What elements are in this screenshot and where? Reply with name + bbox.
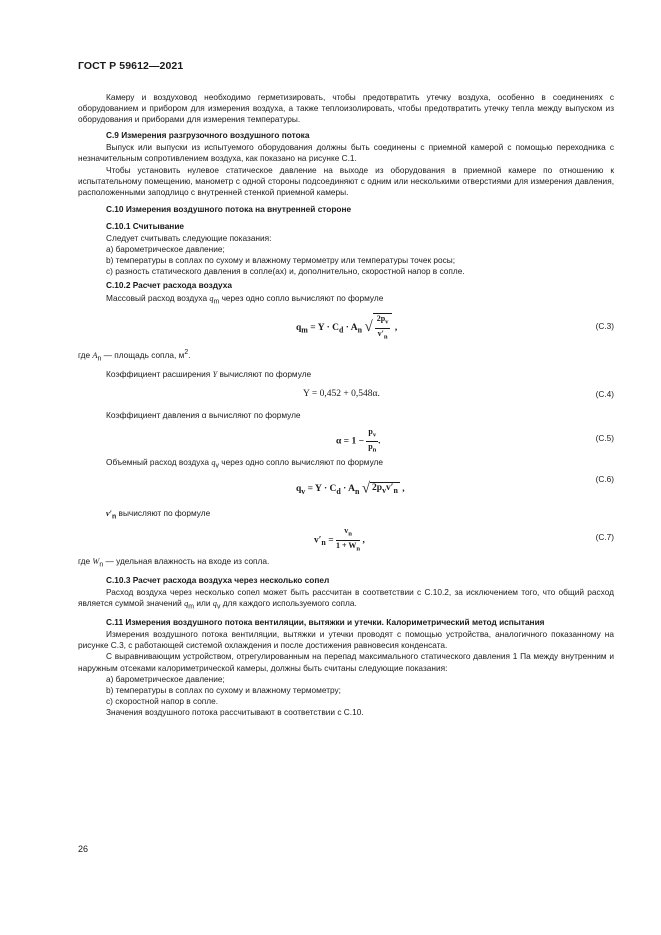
paragraph-ventilation: Измерения воздушного потока вентиляции, вытяжки и утечки проводят с помощью устройства, аналогичного показанному на рисунке С.3, с работающей системой охлаждения и после достижения равновесия конденсата.	[78, 629, 614, 651]
formula-c4-expression: Y = 0,452 + 0,548α.	[303, 388, 380, 399]
paragraph-multiple-nozzles: Расход воздуха через несколько сопел может быть рассчитан в соответствии с С.10.2, за исключением того, что общий расход является суммой значений $q_m$ или $q_v$ для каждого используемого сопла.	[78, 587, 614, 612]
paragraph-pressure-coef: Коэффициент давления α вычисляют по формуле	[106, 409, 301, 420]
formula-c7-number: (С.7)	[595, 532, 614, 543]
formula-c3-number: (С.3)	[595, 321, 614, 332]
paragraph-volume-flow: Объемный расход воздуха $q_v$ через одно сопло вычисляют по формуле	[106, 456, 383, 470]
sqrt-icon: √	[364, 319, 373, 336]
section-c10-heading: С.10 Измерения воздушного потока на внутренней стороне	[106, 203, 352, 214]
paragraph-equalizer: С выравнивающим устройством, отрегулированным на перепад максимального статического давления 1 Па между внутренним и наружным отсеками калориметрической камеры, должны быть считаны следующие показания:	[78, 651, 614, 673]
formula-c3	[78, 307, 614, 347]
formula-c3-expression: $q_m = Y \cdot C_d \cdot A_n$ √ $\frac{2p_v}{v'_n}$ ,	[296, 314, 398, 341]
list-item-pressure-diff: c) разность статического давления в сопле(ах) и, дополнительно, скоростной напор в сопле.	[106, 266, 465, 277]
document-code: ГОСТ Р 59612—2021	[78, 60, 184, 72]
formula-c5	[78, 421, 614, 457]
paragraph-readings-intro: Следует считывать следующие показания:	[106, 233, 272, 244]
formula-c4-number: (С.4)	[595, 388, 614, 399]
list-item-barometric: a) барометрическое давление;	[106, 244, 225, 255]
list-item-barometric-2: a) барометрическое давление;	[106, 673, 225, 684]
section-c9-heading: С.9 Измерения разгрузочного воздушного потока	[106, 130, 310, 141]
formula-c5-expression: α = 1 − $\frac{p_v}{p_n}$ .	[336, 426, 381, 454]
list-item-velocity-head: c) скоростной напор в сопле.	[106, 695, 219, 706]
formula-c7	[78, 522, 614, 556]
paragraph-expansion-coef: Коэффициент расширения Y вычисляют по формуле	[106, 368, 312, 379]
sqrt-icon: √	[361, 480, 371, 497]
section-c10-1-heading: С.10.1 Считывание	[106, 220, 185, 231]
paragraph-outlet: Выпуск или выпуски из испытуемого оборудования должны быть соединены с приемной камерой с помощью переходника с незначительным сопротивлением воздуха, как показано на рисунке С.1.	[78, 142, 614, 164]
formula-c4	[78, 380, 614, 410]
paragraph-mass-flow: Массовый расход воздуха $q_m$ через одно сопло вычисляют по формуле	[106, 292, 384, 306]
formula-c7-expression: $v'_n$ = $\frac{v_n}{1 + W_n}$ ,	[314, 526, 365, 553]
paragraph-static-pressure: Чтобы установить нулевое статическое давление на выходе из оборудования в приемной камере по отношению к испытательному помещению, манометр с одной стороны подсоединяют с одним или несколькими отверстиями для измерения давления, расположенными заподлицо с внутренней стенкой приемной камеры.	[78, 164, 614, 197]
section-c10-3-heading: С.10.3 Расчет расхода воздуха через несколько сопел	[106, 575, 330, 586]
formula-c6	[78, 472, 614, 508]
paragraph-where-an: где $A_n$ — площадь сопла, $м^2$.	[78, 349, 191, 363]
formula-c5-number: (С.5)	[595, 432, 614, 443]
list-item-temperatures-2: b) температуры в соплах по сухому и влажному термометру;	[106, 684, 341, 695]
list-item-temperatures: b) температуры в соплах по сухому и влажному термометру или температуры точек росы;	[106, 255, 456, 266]
paragraph-calculation-ref: Значения воздушного потока рассчитывают в соответствии с С.10.	[106, 706, 364, 717]
section-c10-2-heading: С.10.2 Расчет расхода воздуха	[106, 280, 233, 291]
paragraph-where-wn: где $W_n$ — удельная влажность на входе из сопла.	[78, 556, 270, 570]
section-c11-heading: С.11 Измерения воздушного потока вентиляции, вытяжки и утечки. Калориметрический метод испытания	[106, 617, 545, 628]
paragraph-vn-formula: $v'_n$ вычисляют по формуле	[106, 507, 211, 521]
formula-c6-number: (С.6)	[595, 473, 614, 484]
formula-c6-expression: $q_v = Y \cdot C_d \cdot A_n$ √ $2p_vv'_n$ ,	[296, 480, 405, 497]
page-content	[78, 92, 614, 718]
paragraph-sealing: Камеру и воздуховод необходимо герметизировать, чтобы предотвратить утечку воздуха, особенно в соединениях с оборудованием и прибором для измерения воздуха, а также теплоизолировать, чтобы предотвратить утечку тепла между выпуском из оборудования и приборами для измерения температуры.	[78, 92, 614, 125]
page-number: 26	[78, 844, 89, 854]
